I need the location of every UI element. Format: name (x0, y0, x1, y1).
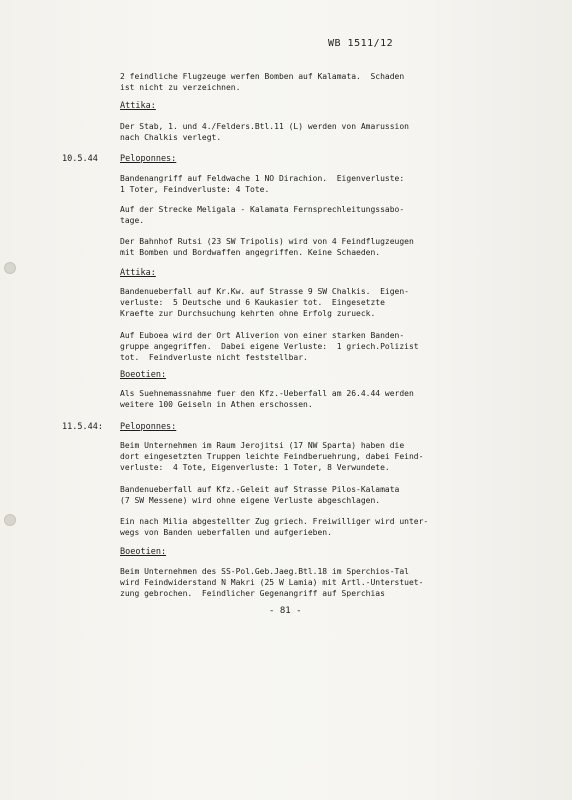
document-number: WB 1511/12 (328, 38, 394, 49)
page-number: - 81 - (269, 606, 302, 616)
punch-hole (4, 262, 16, 274)
paragraph: Auf der Strecke Meligala - Kalamata Fernsprechleitungssabo- tage. (120, 205, 405, 225)
punch-hole (4, 514, 16, 526)
paragraph: Als Suehnemassnahme fuer den Kfz.-Ueberfall am 26.4.44 werden weitere 100 Geiseln in Athen erschossen. (120, 389, 414, 409)
section-heading: Attika: (120, 268, 156, 278)
paragraph: Ein nach Milia abgestellter Zug griech. Freiwilliger wird unter- wegs von Banden ueberfallen und aufgerieben. (120, 517, 429, 537)
paragraph: Bandenueberfall auf Kr.Kw. auf Strasse 9 SW Chalkis. Eigen- verluste: 5 Deutsche und 6 Kaukasier tot. Eingesetzte Kraefte zur Durchsuchung kehrten ohne Erfolg zurueck. (120, 287, 409, 318)
paragraph: Bandenueberfall auf Kfz.-Geleit auf Strasse Pilos-Kalamata (7 SW Messene) wird ohne eigene Verluste abgeschlagen. (120, 485, 400, 505)
date-label: 11.5.44: (62, 422, 103, 432)
section-heading: Peloponnes: (120, 154, 177, 164)
section-heading: Boeotien: (120, 370, 167, 380)
paragraph: Der Stab, 1. und 4./Felders.Btl.11 (L) werden von Amarussion nach Chalkis verlegt. (120, 122, 409, 142)
section-heading: Boeotien: (120, 547, 167, 557)
paragraph: 2 feindliche Flugzeuge werfen Bomben auf Kalamata. Schaden ist nicht zu verzeichnen. (120, 72, 405, 92)
section-heading: Attika: (120, 101, 156, 111)
paragraph: Beim Unternehmen im Raum Jerojitsi (17 NW Sparta) haben die dort eingesetzten Truppen leichte Feindberuehrung, dabei Feind- verluste: 4 Tote, Eigenverluste: 1 Toter, 8 Verwundete. (120, 441, 424, 472)
paragraph: Beim Unternehmen des SS-Pol.Geb.Jaeg.Btl.18 im Sperchios-Tal wird Feindwiderstand N Makri (25 W Lamia) mit Artl.-Unterstuet- zung gebrochen. Feindlicher Gegenangriff auf Sperchias (120, 567, 424, 598)
paragraph: Auf Euboea wird der Ort Aliverion von einer starken Banden- gruppe angegriffen. Dabei eigene Verluste: 1 griech.Polizist tot. Feindverluste nicht feststellbar. (120, 331, 419, 362)
paragraph: Der Bahnhof Rutsi (23 SW Tripolis) wird von 4 Feindflugzeugen mit Bomben und Bordwaffen angegriffen. Keine Schaeden. (120, 237, 414, 257)
date-label: 10.5.44 (62, 154, 98, 164)
paragraph: Bandenangriff auf Feldwache 1 NO Dirachion. Eigenverluste: 1 Toter, Feindverluste: 4 Tote. (120, 174, 405, 194)
section-heading: Peloponnes: (120, 422, 177, 432)
